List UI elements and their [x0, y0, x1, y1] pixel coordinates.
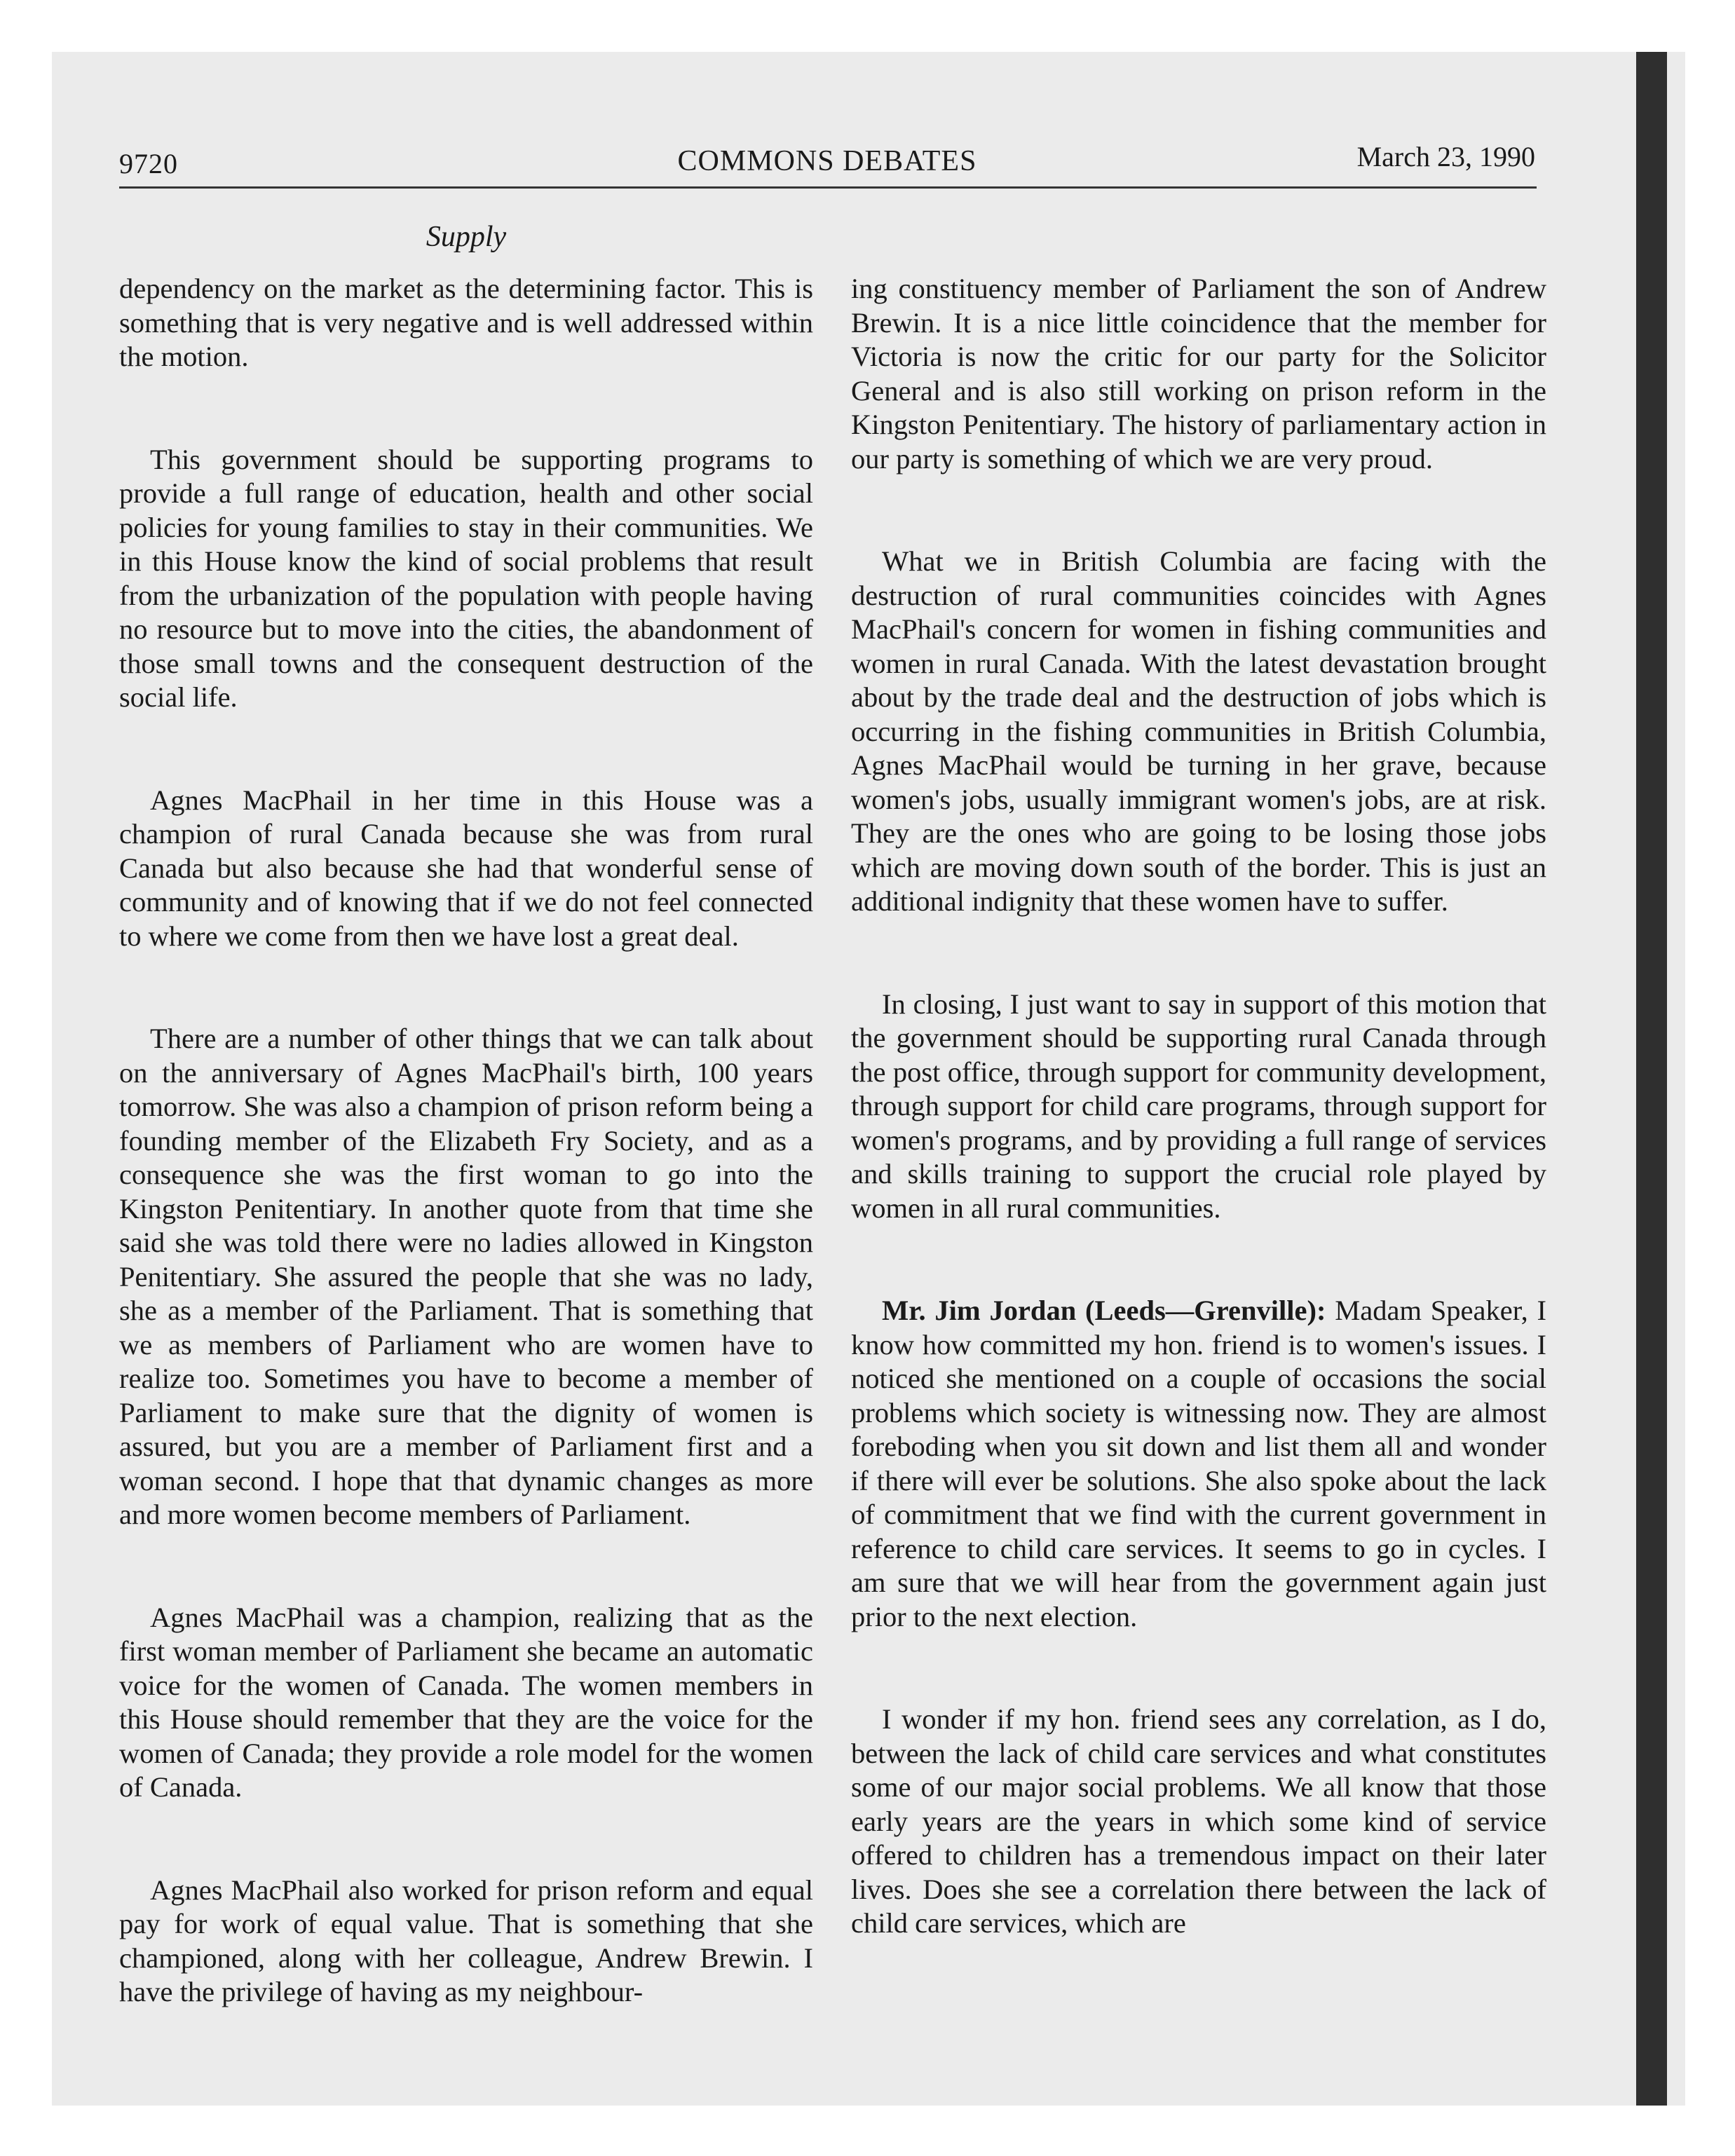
paragraph: In closing, I just want to say in support of this motion that the government should be supporting rural Canada through the post office, through support for community development, through support for child care programs, through support for women's programs, and by providing a full range of services and skills training to support the crucial role played by women in all rural communities.: [851, 988, 1546, 1224]
paragraph: What we in British Columbia are facing with the destruction of rural communities coincides with Agnes MacPhail's concern for women in fishing communities and women in rural Canada. With the latest devastation brought about by the trade deal and the destruction of jobs which is occurring in the fishing communities in British Columbia, Agnes MacPhail would be turning in her grave, because women's jobs, usually immigrant women's jobs, are at risk. They are the ones who are going to be losing those jobs which are moving down south of the border. This is just an additional indignity that these women have to suffer.: [851, 545, 1546, 917]
left-column: [119, 272, 813, 2078]
paragraph: There are a number of other things that we can talk about on the anniversary of Agnes MacPhail's birth, 100 years tomorrow. She was also a champion of prison reform being a founding member of the Elizabeth Fry Society, and as a consequence she was the first woman to go into the Kingston Penitentiary. In another quote from that time she said she was told there were no ladies allowed in Kingston Penitentiary. She assured the people that she was no lady, she as a member of the Parliament. That is something that we as members of Parliament who are women have to realize too. Sometimes you have to become a member of Parliament to make sure that the dignity of women is assured, but you are a member of Parliament first and a woman second. I hope that that dynamic changes as more and more women become members of Parliament.: [119, 1023, 813, 1530]
speaker-name: Mr. Jim Jordan (Leeds—Grenville):: [882, 1295, 1326, 1326]
paragraph: Agnes MacPhail also worked for prison reform and equal pay for work of equal value. That is something that she championed, along with her colleague, Andrew Brewin. I have the privilege of having as my neighbour-: [119, 1874, 813, 2007]
header-rule: [119, 186, 1537, 189]
section-heading: Supply: [426, 221, 507, 253]
paragraph: Agnes MacPhail was a champion, realizing that as the first woman member of Parliament she became an automatic voice for the women of Canada. The women members in this House should remember that they are the voice for the women of Canada; they provide a role model for the women of Canada.: [119, 1601, 813, 1803]
page-number: 9720: [119, 148, 178, 179]
scan-border-edge: [1636, 52, 1667, 2106]
paragraph: dependency on the market as the determining factor. This is something that is very negative and is well addressed within the motion.: [119, 273, 813, 372]
right-column: [851, 272, 1546, 2010]
paragraph: ing constituency member of Parliament the son of Andrew Brewin. It is a nice little coincidence that the member for Victoria is now the critic for our party for the Solicitor General and is also still working on prison reform in the Kingston Penitentiary. The history of parliamentary action in our party is something of which we are very proud.: [851, 273, 1546, 475]
page-header: [119, 140, 1535, 186]
paragraph: Agnes MacPhail in her time in this House was a champion of rural Canada because she was from rural Canada but also because she had that wonderful sense of community and of knowing that if we do not feel connected to where we come from then we have lost a great deal.: [119, 784, 813, 952]
speech-text: Madam Speaker, I know how committed my hon. friend is to women's issues. I noticed she mentioned on a couple of occasions the social problems which society is witnessing now. They are almost foreboding when you sit down and list them all and wonder if there will ever be solutions. She also spoke about the lack of commitment that we find with the current government in reference to child care services. It seems to go in cycles. I am sure that we will hear from the government again just prior to the next election.: [851, 1295, 1546, 1632]
publication-date: March 23, 1990: [1356, 141, 1535, 172]
publication-title: COMMONS DEBATES: [677, 145, 977, 177]
paragraph: This government should be supporting programs to provide a full range of education, health and other social policies for young families to stay in their communities. We in this House know the kind of social problems that result from the urbanization of the population with people having no resource but to move into the cities, the abandonment of those small towns and the consequent destruction of the social life.: [119, 443, 813, 713]
paragraph: I wonder if my hon. friend sees any correlation, as I do, between the lack of child care services and what constitutes some of our major social problems. We all know that those early years are the years in which some kind of service offered to children has a tremendous impact on their later lives. Does she see a correlation there between the lack of child care services, which are: [851, 1703, 1546, 1939]
speaker-paragraph: [851, 1294, 1546, 1634]
